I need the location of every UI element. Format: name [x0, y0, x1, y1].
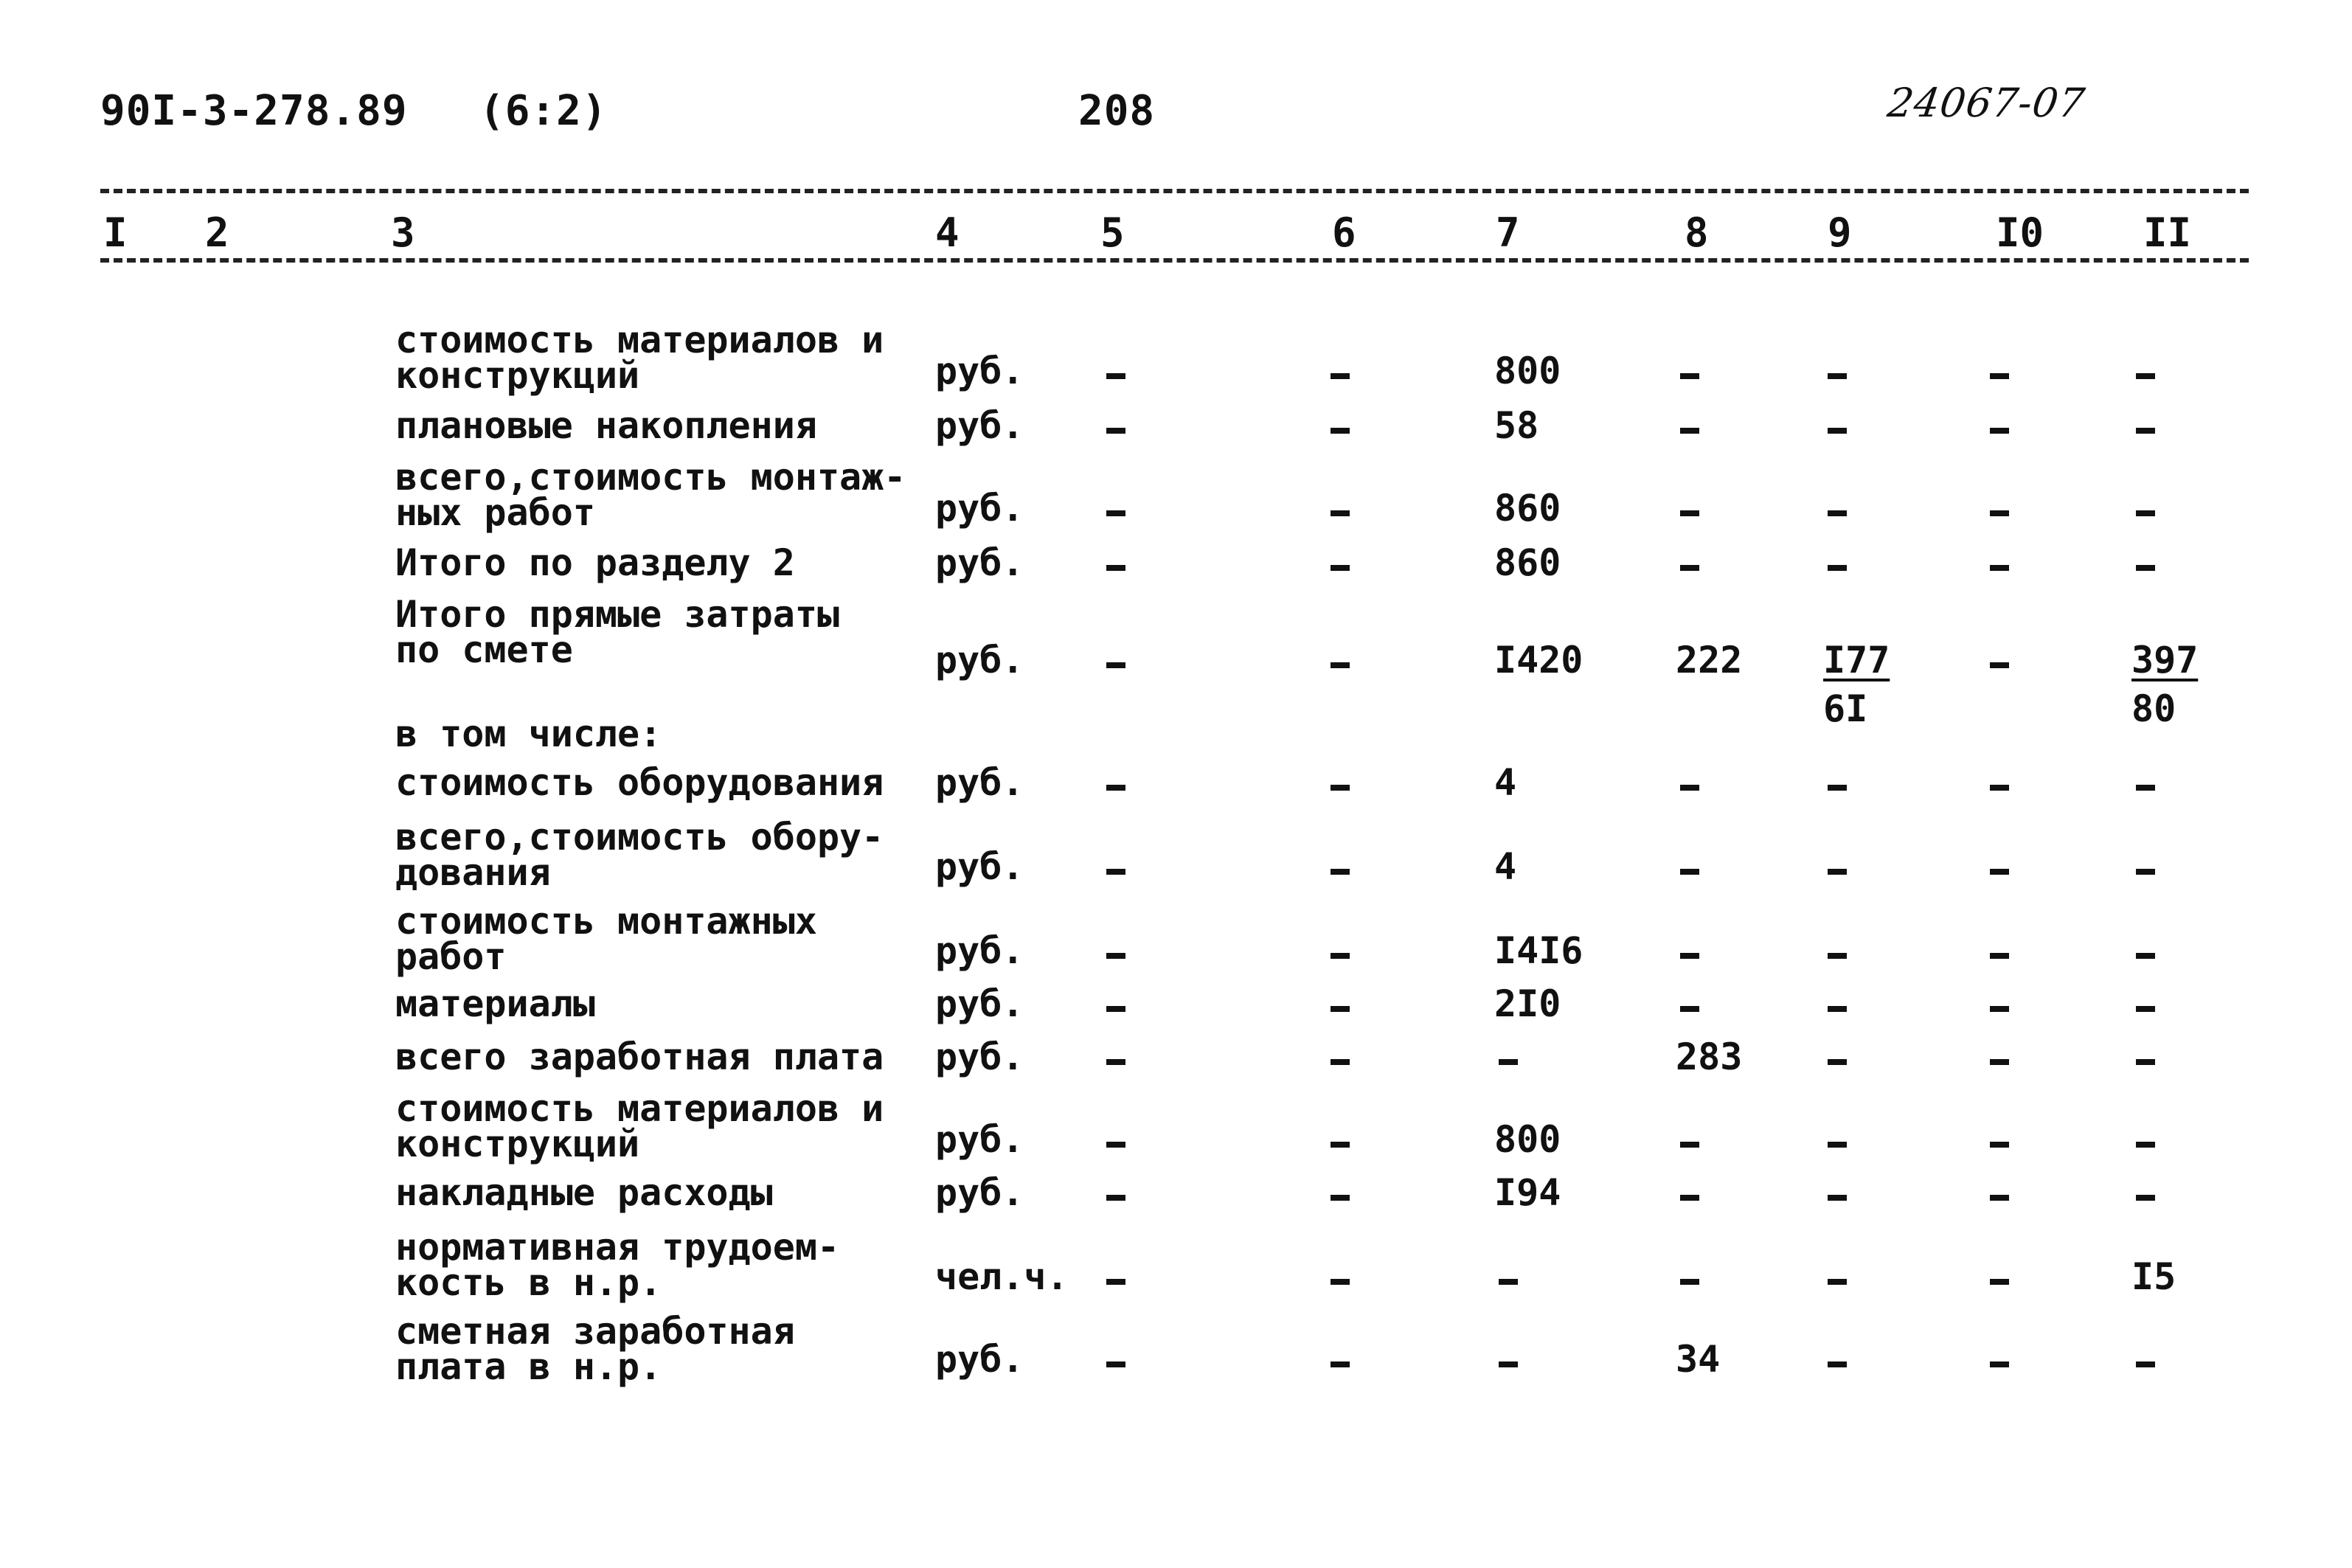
row-label: стоимость материалов и: [395, 1087, 884, 1130]
dash-cell: [1331, 1361, 1350, 1367]
dash-cell: [1990, 1195, 2009, 1201]
dash-cell: [2136, 428, 2155, 434]
column-number: 3: [391, 209, 415, 256]
dash-cell: [1828, 953, 1847, 959]
row-label: по смете: [395, 628, 573, 671]
value-cell: 800: [1494, 350, 1561, 392]
value-cell: 860: [1494, 487, 1561, 530]
row-label: дования: [395, 851, 551, 894]
dash-cell: [1828, 1006, 1847, 1012]
dash-cell: [2136, 1361, 2155, 1367]
row-label: сметная заработная: [395, 1310, 795, 1353]
dash-cell: [1680, 1142, 1699, 1148]
dash-cell: [1990, 953, 2009, 959]
row-label: накладные расходы: [395, 1171, 773, 1214]
dash-cell: [1106, 565, 1125, 571]
unit-cell: руб.: [935, 404, 1024, 447]
value-cell: 2I0: [1494, 982, 1561, 1025]
page-number: 208: [1078, 87, 1156, 135]
dash-cell: [1331, 565, 1350, 571]
dash-cell: [1499, 1059, 1518, 1065]
column-number: 5: [1100, 209, 1125, 256]
dash-cell: [1828, 1059, 1847, 1065]
dash-cell: [1828, 428, 1847, 434]
unit-cell: руб.: [935, 982, 1024, 1025]
dash-cell: [1331, 510, 1350, 516]
unit-cell: руб.: [935, 487, 1024, 530]
dash-cell: [1828, 869, 1847, 875]
dash-cell: [1828, 785, 1847, 791]
column-number: 4: [935, 209, 960, 256]
dash-cell: [1990, 565, 2009, 571]
row-label: Итого прямые затраты: [395, 593, 840, 636]
value-subcell: 80: [2131, 687, 2176, 730]
value-cell: 397: [2131, 639, 2199, 681]
dash-cell: [2136, 1059, 2155, 1065]
row-label: всего,стоимость обору-: [395, 816, 884, 858]
row-label: работ: [395, 935, 507, 978]
dash-cell: [1499, 1279, 1518, 1285]
dash-cell: [1990, 1361, 2009, 1367]
dash-cell: [2136, 565, 2155, 571]
unit-cell: руб.: [935, 1118, 1024, 1161]
unit-cell: руб.: [935, 541, 1024, 584]
value-subcell: 6I: [1823, 687, 1868, 730]
unit-cell: руб.: [935, 845, 1024, 888]
column-number: 9: [1828, 209, 1852, 256]
dash-cell: [2136, 953, 2155, 959]
dash-cell: [1680, 428, 1699, 434]
top-dashed-rule: [100, 189, 2249, 193]
dash-cell: [1106, 953, 1125, 959]
dash-cell: [2136, 869, 2155, 875]
dash-cell: [1499, 1361, 1518, 1367]
dash-cell: [1331, 953, 1350, 959]
dash-cell: [1106, 1059, 1125, 1065]
dash-cell: [1680, 565, 1699, 571]
value-cell: 860: [1494, 541, 1561, 584]
unit-cell: руб.: [935, 350, 1024, 392]
row-label: конструкций: [395, 1123, 640, 1165]
dash-cell: [1828, 1361, 1847, 1367]
document-subcode: (6:2): [479, 87, 608, 135]
value-cell: I420: [1494, 639, 1583, 681]
row-label: стоимость материалов и: [395, 319, 884, 361]
row-label: нормативная трудоем-: [395, 1226, 840, 1269]
dash-cell: [2136, 510, 2155, 516]
unit-cell: руб.: [935, 639, 1024, 681]
dash-cell: [1828, 1279, 1847, 1285]
dash-cell: [2136, 1006, 2155, 1012]
row-label: всего,стоимость монтаж-: [395, 456, 906, 499]
dash-cell: [1106, 428, 1125, 434]
row-label: материалы: [395, 982, 595, 1025]
dash-cell: [1828, 1142, 1847, 1148]
dash-cell: [1990, 662, 2009, 668]
dash-cell: [1680, 1195, 1699, 1201]
dash-cell: [1680, 1279, 1699, 1285]
dash-cell: [1990, 428, 2009, 434]
dash-cell: [1106, 1006, 1125, 1012]
dash-cell: [1828, 373, 1847, 379]
dash-cell: [1106, 869, 1125, 875]
dash-cell: [1990, 785, 2009, 791]
row-label: Итого по разделу 2: [395, 541, 795, 584]
row-label: в том числе:: [395, 712, 662, 755]
row-label: стоимость оборудования: [395, 761, 884, 804]
dash-cell: [1990, 510, 2009, 516]
value-cell: I5: [2131, 1255, 2176, 1298]
dash-cell: [1680, 510, 1699, 516]
column-number: 2: [205, 209, 229, 256]
dash-cell: [1106, 662, 1125, 668]
column-number: 6: [1332, 209, 1356, 256]
dash-cell: [1680, 953, 1699, 959]
dash-cell: [1331, 869, 1350, 875]
dash-cell: [1331, 1195, 1350, 1201]
dash-cell: [1828, 1195, 1847, 1201]
column-number: I0: [1996, 209, 2044, 256]
header-dashed-rule: [100, 258, 2249, 263]
dash-cell: [1106, 373, 1125, 379]
dash-cell: [1331, 1059, 1350, 1065]
dash-cell: [1106, 1142, 1125, 1148]
column-number: II: [2143, 209, 2192, 256]
document-code: 90I-3-278.89: [100, 87, 408, 135]
dash-cell: [1680, 785, 1699, 791]
unit-cell: руб.: [935, 1338, 1024, 1381]
row-label: плата в н.р.: [395, 1345, 662, 1388]
row-label: кость в н.р.: [395, 1261, 662, 1304]
dash-cell: [1106, 510, 1125, 516]
row-label: всего заработная плата: [395, 1035, 884, 1078]
handwritten-reference: 24067-07: [1884, 80, 2089, 126]
column-number: 8: [1685, 209, 1709, 256]
unit-cell: руб.: [935, 1035, 1024, 1078]
dash-cell: [1990, 1006, 2009, 1012]
dash-cell: [1680, 869, 1699, 875]
row-label: конструкций: [395, 354, 640, 397]
dash-cell: [1990, 1279, 2009, 1285]
dash-cell: [1106, 1361, 1125, 1367]
dash-cell: [1331, 1142, 1350, 1148]
column-number: 7: [1496, 209, 1520, 256]
value-cell: 4: [1494, 845, 1517, 888]
value-cell: 58: [1494, 404, 1539, 447]
dash-cell: [1106, 1195, 1125, 1201]
dash-cell: [1990, 1059, 2009, 1065]
dash-cell: [1331, 785, 1350, 791]
dash-cell: [2136, 1142, 2155, 1148]
value-cell: I77: [1823, 639, 1890, 681]
column-number: I: [103, 209, 128, 256]
dash-cell: [1106, 785, 1125, 791]
dash-cell: [2136, 785, 2155, 791]
dash-cell: [1828, 565, 1847, 571]
dash-cell: [1331, 662, 1350, 668]
dash-cell: [1331, 373, 1350, 379]
dash-cell: [1828, 510, 1847, 516]
dash-cell: [1990, 1142, 2009, 1148]
dash-cell: [1106, 1279, 1125, 1285]
dash-cell: [2136, 373, 2155, 379]
value-cell: 4: [1494, 761, 1517, 804]
dash-cell: [1331, 1279, 1350, 1285]
dash-cell: [1990, 373, 2009, 379]
row-label: плановые накопления: [395, 404, 817, 447]
row-label: стоимость монтажных: [395, 900, 817, 943]
value-cell: 800: [1494, 1118, 1561, 1161]
value-cell: I4I6: [1494, 929, 1583, 972]
unit-cell: руб.: [935, 761, 1024, 804]
value-cell: 222: [1676, 639, 1743, 681]
dash-cell: [1331, 1006, 1350, 1012]
dash-cell: [1680, 1006, 1699, 1012]
row-label: ных работ: [395, 491, 595, 534]
unit-cell: чел.ч.: [935, 1255, 1069, 1298]
dash-cell: [1680, 373, 1699, 379]
value-cell: 34: [1676, 1338, 1721, 1381]
value-cell: I94: [1494, 1171, 1561, 1214]
unit-cell: руб.: [935, 929, 1024, 972]
dash-cell: [1331, 428, 1350, 434]
dash-cell: [1990, 869, 2009, 875]
unit-cell: руб.: [935, 1171, 1024, 1214]
value-cell: 283: [1676, 1035, 1743, 1078]
dash-cell: [2136, 1195, 2155, 1201]
